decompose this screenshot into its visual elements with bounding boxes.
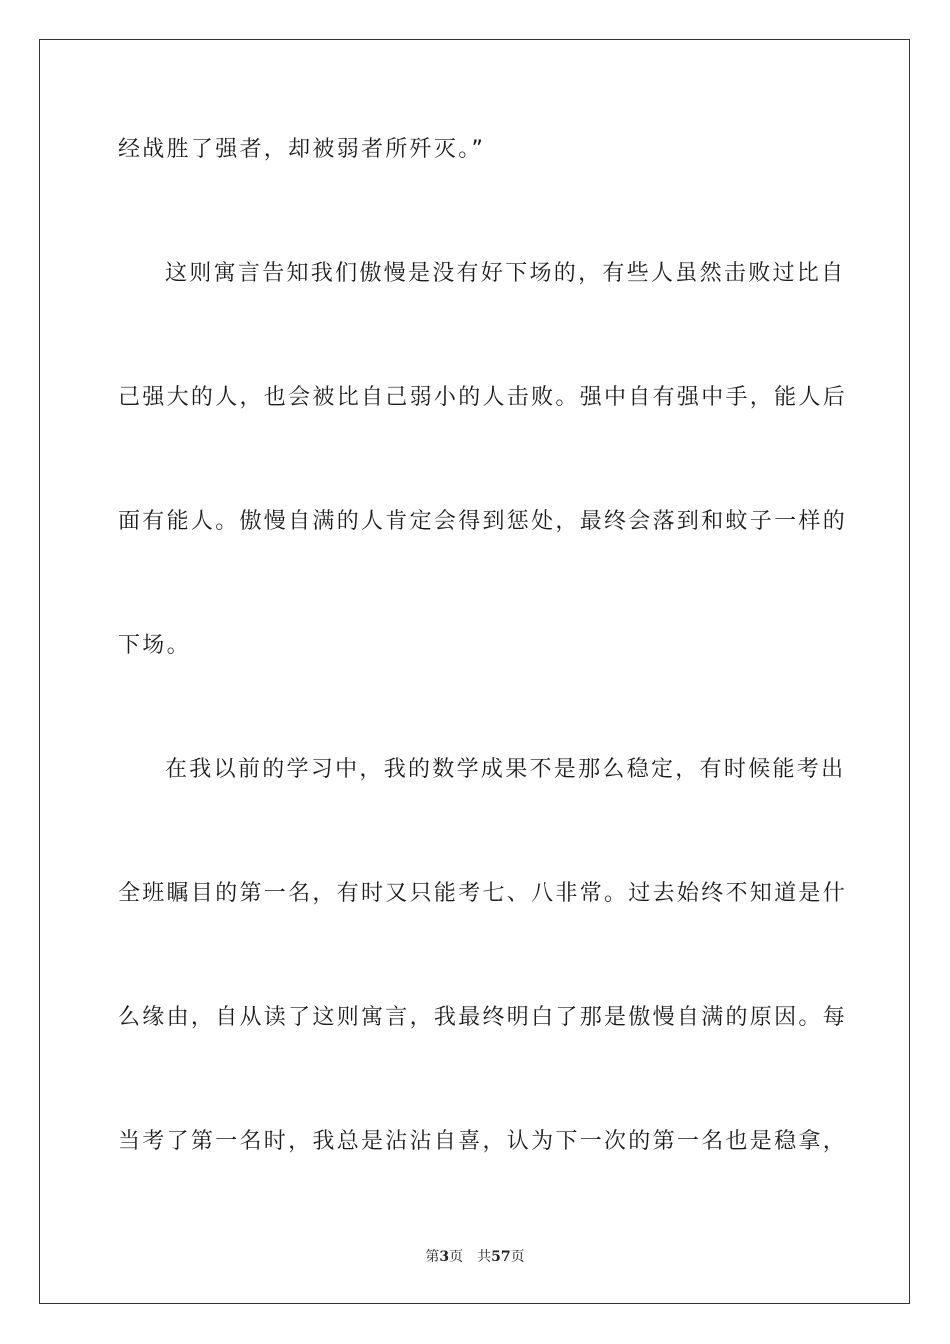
paragraph-1-line-3: 面有能人。傲慢自满的人肯定会得到惩处，最终会落到和蚊子一样的 (118, 509, 848, 534)
page-border (39, 39, 910, 1304)
current-page-number: 3 (439, 1249, 450, 1265)
total-pages-label: 共57页 (477, 1249, 525, 1265)
paragraph-2-line-2: 全班瞩目的第一名，有时又只能考七、八非常。过去始终不知道是什 (118, 881, 848, 906)
page-footer (0, 1248, 950, 1266)
paragraph-2-line-1: 在我以前的学习中，我的数学成果不是那么稳定，有时候能考出 (165, 757, 846, 782)
body-line-1: 经战胜了强者，却被弱者所歼灭。” (118, 137, 486, 162)
paragraph-2-line-3: 么缘由，自从读了这则寓言，我最终明白了那是傲慢自满的原因。每 (118, 1005, 848, 1030)
total-page-count: 57 (491, 1249, 511, 1265)
paragraph-1-line-4: 下场。 (118, 633, 191, 658)
page-number-label: 第3页 (425, 1249, 464, 1265)
paragraph-1-line-1: 这则寓言告知我们傲慢是没有好下场的，有些人虽然击败过比自 (165, 261, 846, 286)
paragraph-2-line-4: 当考了第一名时，我总是沾沾自喜，认为下一次的第一名也是稳拿， (118, 1129, 848, 1154)
paragraph-1-line-2: 己强大的人，也会被比自己弱小的人击败。强中自有强中手，能人后 (118, 385, 848, 410)
